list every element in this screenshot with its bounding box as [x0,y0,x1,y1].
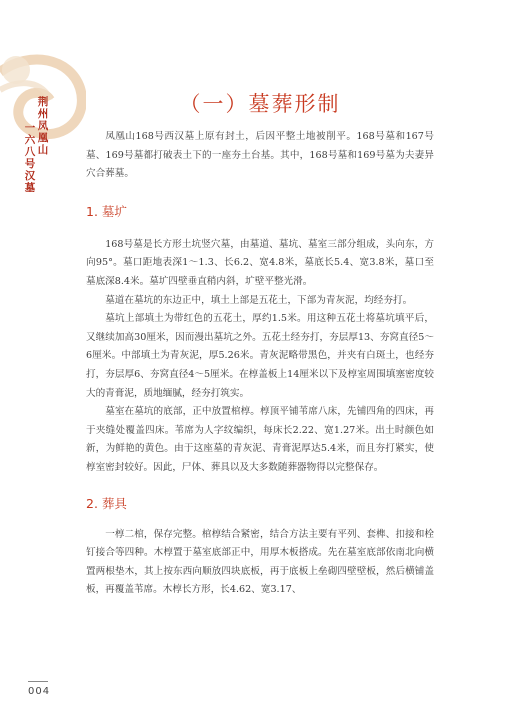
page-number: 004 [28,686,51,697]
pit-paragraph-1: 168号墓是长方形土坑竖穴墓，由墓道、墓坑、墓室三部分组成，头向东，方向95°。墓口距地表深1～1.3、长6.2、宽4.8米，墓底长5.4、宽3.8米，墓口至墓底深8.4米。墓圹四壁垂直稍内斜，圹壁平整光滑。 [86,238,434,287]
subheading-burial-equipment: 2. 葬具 [86,495,127,511]
page-number-rule [28,681,48,682]
side-book-title-col1: 荆州凤凰山 [37,96,49,156]
burial-equipment-paragraph-1: 一椁二棺，保存完整。棺椁结合紧密，结合方法主要有平列、套榫、扣接和栓钉接合等四种。木椁置于墓室底部正中，用厚木板搭成。先在墓室底部依南北向横置两根垫木，其上按东西向顺放四块底板，再于底板上垒砌四壁壁板，然后横铺盖板，再覆盖苇席。木椁长方形，长4.62、宽3.17、 [86,528,434,596]
subheading-tomb-pit: 1. 墓圹 [86,203,127,219]
pit-paragraph-4: 墓室在墓坑的底部，正中放置棺椁。椁顶平铺苇席八床，先铺四角的四床，再于夹缝处覆盖四床。苇席为人字纹编织，每床长2.22、宽1.27米。出土时颜色如新，为鲜艳的黄色。由于这座墓的青灰泥、青膏泥厚达5.4米，而且夯打紧实，使椁室密封较好。因此，尸体、葬具以及大多数随葬器物得以完整保存。 [86,406,434,473]
pit-paragraph-3: 墓坑上部填土为带红色的五花土，厚约1.5米。用这种五花土将墓坑填平后，又继续加高30厘米，因而漫出墓坑之外。五花土经夯打，夯层厚13、夯窝直径5～6厘米。中部填土为青灰泥，厚5.26米。青灰泥略带黑色，并夹有白斑土，也经夯打，夯层厚6、夯窝直径4～5厘米。在椁盖板上14厘米以下及椁室周围填塞密度较大的青膏泥，质地缅腻，经夯打筑实。 [86,313,434,399]
main-content [86,128,434,600]
section-title: （一）墓葬形制 [179,92,341,116]
side-book-title-col2: 一六八号汉墓 [24,122,36,194]
intro-paragraph: 凤凰山168号西汉墓上原有封土，后因平整土地被削平。168号墓和167号墓、169号墓都打破表土下的一座夯土台基。其中，168号墓和169号墓为夫妻异穴合葬墓。 [86,131,434,180]
pit-paragraph-2: 墓道在墓坑的东边正中，填土上部是五花土，下部为青灰泥，均经夯打。 [105,294,413,306]
